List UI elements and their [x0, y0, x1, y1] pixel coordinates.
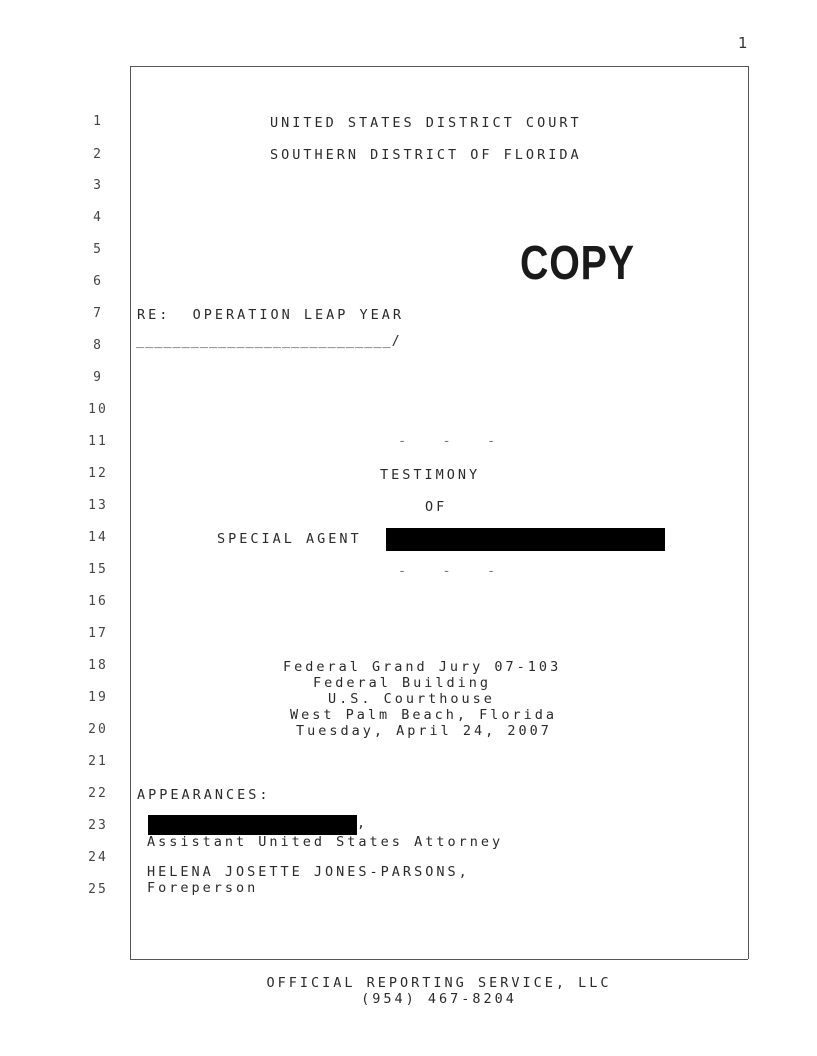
district-name: SOUTHERN DISTRICT OF FLORIDA — [270, 147, 582, 163]
witness-name-redaction — [386, 528, 665, 551]
line-number: 10 — [88, 402, 108, 417]
line-number: 7 — [93, 306, 103, 321]
city-line: West Palm Beach, Florida — [290, 707, 558, 723]
court-name: UNITED STATES DISTRICT COURT — [270, 115, 582, 131]
foreperson-name: HELENA JOSETTE JONES-PARSONS, — [147, 864, 470, 880]
line-number: 19 — [88, 690, 108, 705]
line-number: 4 — [93, 210, 103, 225]
line-number: 23 — [88, 818, 108, 833]
date-line: Tuesday, April 24, 2007 — [296, 723, 552, 739]
appearances-heading: APPEARANCES: — [137, 787, 271, 803]
reporting-service-phone: (954) 467-8204 — [361, 991, 517, 1007]
line-number: 25 — [88, 882, 108, 897]
grand-jury-line: Federal Grand Jury 07-103 — [283, 659, 562, 675]
line-number: 2 — [93, 147, 103, 162]
foreperson-title: Foreperson — [147, 880, 259, 896]
attorney-title: Assistant United States Attorney — [147, 834, 504, 850]
line-number: 3 — [93, 178, 103, 193]
line-number: 9 — [93, 370, 103, 385]
line-number: 15 — [88, 562, 108, 577]
line-number: 11 — [88, 434, 108, 449]
courthouse-line: U.S. Courthouse — [328, 691, 495, 707]
line-number: 22 — [88, 786, 108, 801]
dash-separator-bottom: - - - — [398, 563, 499, 579]
copy-stamp: COPY — [520, 237, 635, 290]
of-heading: OF — [425, 499, 448, 515]
line-number: 17 — [88, 626, 108, 641]
page-number: 1 — [738, 34, 748, 52]
line-number: 1 — [93, 114, 103, 129]
dash-separator-top: - - - — [398, 433, 499, 449]
line-number: 6 — [93, 274, 103, 289]
line-number: 12 — [88, 466, 108, 481]
attorney-name-redaction — [148, 815, 357, 835]
witness-label: SPECIAL AGENT — [217, 531, 362, 547]
reporting-service-name: OFFICIAL REPORTING SERVICE, LLC — [266, 975, 612, 991]
bottom-rule — [130, 959, 748, 960]
case-re-line: RE: OPERATION LEAP YEAR — [137, 307, 405, 323]
attorney-comma: , — [357, 815, 369, 831]
line-number: 21 — [88, 754, 108, 769]
line-number: 5 — [93, 242, 103, 257]
line-number: 13 — [88, 498, 108, 513]
testimony-heading: TESTIMONY — [380, 467, 481, 483]
line-number: 18 — [88, 658, 108, 673]
line-number: 8 — [93, 338, 103, 353]
line-number: 20 — [88, 722, 108, 737]
signature-underline: ____________________________/ — [136, 333, 401, 349]
line-number: 24 — [88, 850, 108, 865]
line-number: 16 — [88, 594, 108, 609]
building-line: Federal Building — [313, 675, 492, 691]
line-number: 14 — [88, 530, 108, 545]
